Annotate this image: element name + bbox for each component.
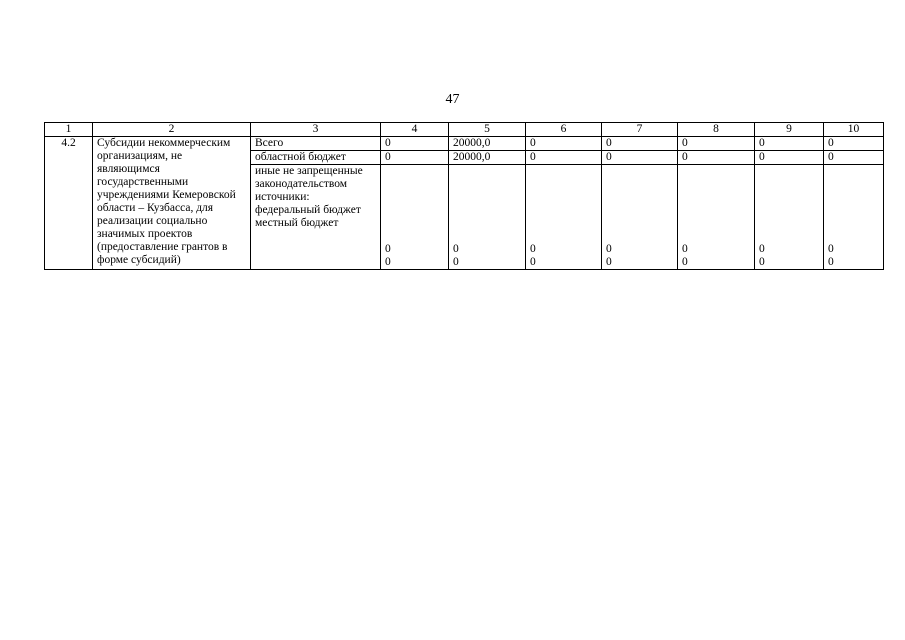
value-cell: 0 bbox=[678, 137, 755, 151]
measure-name: Субсидии некоммерческим организациям, не являющимся государственными учреждениями Кемеровской области – Кузбасса, для реализации социально значимых проектов (предоставление грантов в форме субсидий) bbox=[93, 137, 251, 270]
header-cell: 1 bbox=[45, 123, 93, 137]
value-cell: 0 bbox=[602, 151, 678, 165]
value-cell: 0 0 bbox=[602, 165, 678, 270]
value-cell: 20000,0 bbox=[449, 151, 526, 165]
value-cell: 20000,0 bbox=[449, 137, 526, 151]
value-cell: 0 bbox=[526, 137, 602, 151]
header-cell: 6 bbox=[526, 123, 602, 137]
value-cell: 0 bbox=[755, 137, 824, 151]
page-number: 47 bbox=[445, 92, 460, 107]
source-vsego: Всего bbox=[251, 137, 381, 151]
value-cell: 0 bbox=[678, 151, 755, 165]
value-cell: 0 bbox=[381, 151, 449, 165]
header-cell: 5 bbox=[449, 123, 526, 137]
source-other: иные не запрещенные законодательством источники: федеральный бюджет местный бюджет bbox=[251, 165, 381, 270]
value-cell: 0 bbox=[755, 151, 824, 165]
budget-table bbox=[44, 122, 884, 270]
header-cell: 8 bbox=[678, 123, 755, 137]
value-cell: 0 0 bbox=[678, 165, 755, 270]
header-row bbox=[45, 123, 884, 137]
value-cell: 0 bbox=[824, 137, 884, 151]
header-cell: 9 bbox=[755, 123, 824, 137]
value-cell: 0 bbox=[824, 151, 884, 165]
header-cell: 2 bbox=[93, 123, 251, 137]
source-oblast: областной бюджет bbox=[251, 151, 381, 165]
value-cell: 0 0 bbox=[381, 165, 449, 270]
value-cell: 0 bbox=[526, 151, 602, 165]
value-cell: 0 0 bbox=[824, 165, 884, 270]
header-cell: 3 bbox=[251, 123, 381, 137]
value-cell: 0 0 bbox=[449, 165, 526, 270]
value-cell: 0 bbox=[602, 137, 678, 151]
value-cell: 0 0 bbox=[755, 165, 824, 270]
header-cell: 10 bbox=[824, 123, 884, 137]
header-cell: 7 bbox=[602, 123, 678, 137]
table-row-vsego bbox=[45, 137, 884, 151]
value-cell: 0 0 bbox=[526, 165, 602, 270]
header-cell: 4 bbox=[381, 123, 449, 137]
row-number: 4.2 bbox=[45, 137, 93, 270]
value-cell: 0 bbox=[381, 137, 449, 151]
